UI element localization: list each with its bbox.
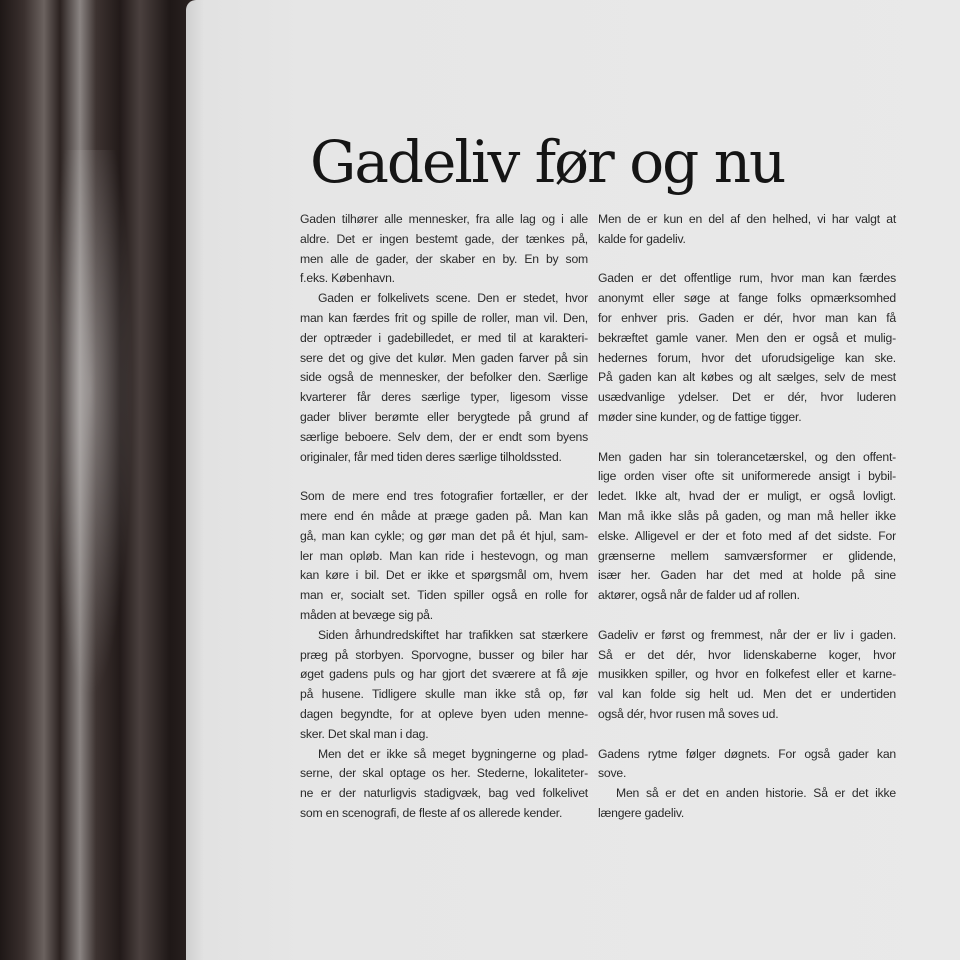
text-line: kvarterer får deres særlige typer, ligesom visse <box>300 390 588 405</box>
text-line: aktører, også når de falder ud af rollen. <box>598 588 800 603</box>
text-line: Som de mere end tres fotografier fortæller, er der <box>300 489 588 504</box>
book-spine-cover <box>0 0 200 960</box>
paragraph-spacer <box>300 467 588 487</box>
paragraph <box>598 210 896 250</box>
text-line: musikken spiller, og hvor en folkefest eller et karne- <box>598 667 896 682</box>
text-line: usædvanlige ydelser. Det er dér, hvor luderen <box>598 390 896 405</box>
text-line: sove. <box>598 766 627 781</box>
text-line: Man må ikke slås på gaden, og man må heller ikke <box>598 508 896 523</box>
text-line: ler man opløb. Man kan ride i hestevogn, og man <box>300 548 588 563</box>
text-line: gå, man kan cykle; og gør man det på ét hjul, sam- <box>300 528 588 543</box>
paragraph <box>598 626 896 725</box>
page-title: Gadeliv før og nu <box>310 128 785 196</box>
paragraph-spacer <box>598 428 896 448</box>
text-line: måden at bevæge sig på. <box>300 607 433 622</box>
text-line: Men gaden har sin tolerancetærskel, og den offent- <box>598 449 896 464</box>
text-line: men alle de gader, der skaber en by. En by som <box>300 251 588 266</box>
text-line: også dér, hvor rusen må soves ud. <box>598 706 779 721</box>
text-line: øget gadens puls og har gjort det sværere at få øje <box>300 667 588 682</box>
paragraph <box>300 745 588 824</box>
paragraph <box>300 289 588 467</box>
text-line: man er, socialt set. Tiden spiller også en rolle for <box>300 588 588 603</box>
text-line: møder sine kunder, og de fattige tigger. <box>598 409 802 424</box>
paragraph-spacer <box>598 250 896 270</box>
text-line: Men det er ikke så meget bygningerne og plad- <box>318 746 588 761</box>
text-line: Men så er det en anden historie. Så er det ikke <box>616 786 896 801</box>
text-line: Gaden tilhører alle mennesker, fra alle lag og i alle <box>300 212 588 226</box>
text-line: Så er det dér, hvor lidenskaberne koger, hvor <box>598 647 896 662</box>
text-line: sker. Det skal man i dag. <box>300 726 429 741</box>
text-line: gader bliver berømte eller berygtede på grund af <box>300 409 588 424</box>
text-line: for enhver pris. Gaden er dér, hvor man kan få <box>598 310 896 325</box>
text-line: anonymt eller søge at fange folks opmærksomhed <box>598 291 896 306</box>
paragraph <box>300 210 588 289</box>
text-line: Gaden er det offentlige rum, hvor man kan færdes <box>598 271 896 286</box>
text-line: bekræftet gamle vaner. Men den er også et mulig- <box>598 330 896 345</box>
paragraph <box>300 487 588 626</box>
paragraph-spacer <box>598 606 896 626</box>
paragraph-spacer <box>598 725 896 745</box>
text-line: Gadens rytme følger døgnets. For også gader kan <box>598 746 896 761</box>
text-line: serne, der skal optage os her. Stederne, lokaliteter- <box>300 766 588 781</box>
text-line: kan køre i bil. Det er ikke et spørgsmål om, hvem <box>300 568 588 583</box>
text-line: Men de er kun en del af den helhed, vi har valgt at <box>598 212 896 226</box>
text-line: side også de mennesker, der befolker den. Særlige <box>300 370 588 385</box>
text-column-left <box>300 210 588 824</box>
text-line: hedernes forum, hvor det uforudsigelige kan ske. <box>598 350 896 365</box>
paragraph <box>598 784 896 824</box>
text-line: kalde for gadeliv. <box>598 231 686 246</box>
text-line: f.eks. København. <box>300 271 395 286</box>
paragraph <box>300 626 588 745</box>
text-line: elske. Alligevel er der et foto med af det sidste. For <box>598 528 896 543</box>
book-page <box>186 0 960 960</box>
text-line: dagen begyndte, for at opleve byen uden menne- <box>300 706 588 721</box>
text-line: mere end én måde at præge gaden på. Man kan <box>300 508 588 523</box>
text-line: særlige beboere. Selv dem, der er endt som byens <box>300 429 588 444</box>
text-line: man kan færdes frit og spille de roller, man vil. Den, <box>300 310 588 325</box>
text-line: Gaden er folkelivets scene. Den er stedet, hvor <box>318 291 588 306</box>
text-line: originaler, får med tiden deres særlige tilholdssted. <box>300 449 562 464</box>
paragraph <box>598 269 896 427</box>
text-line: sere det og give det kulør. Men gaden farver på sin <box>300 350 588 365</box>
text-line: Siden århundredskiftet har trafikken sat stærkere <box>318 627 588 642</box>
text-column-right <box>598 210 896 824</box>
text-line: især her. Gaden har det med at holde på sine <box>598 568 896 583</box>
text-line: Gadeliv er først og fremmest, når der er liv i gaden. <box>598 627 896 642</box>
paragraph <box>598 745 896 785</box>
text-line: lige orden viser ofte sit uniformerede ansigt i bybil- <box>598 469 896 484</box>
text-line: ne er der naturligvis stadigvæk, bag ved folkelivet <box>300 786 588 801</box>
text-line: På gaden kan alt købes og alt sælges, selv de mest <box>598 370 896 385</box>
text-line: som en scenografi, de fleste af os allerede kender. <box>300 805 563 820</box>
text-line: der optræder i gadebilledet, er med til at karakteri- <box>300 330 588 345</box>
text-line: ledet. Ikke alt, hvad der er muligt, er også lovligt. <box>598 489 896 504</box>
text-line: grænserne mellem samværsformer er glidende, <box>598 548 896 563</box>
text-line: længere gadeliv. <box>598 805 685 820</box>
text-line: aldre. Det er ingen bestemt gade, der tænkes på, <box>300 231 588 246</box>
text-line: val kan folde sig helt ud. Men det er undertiden <box>598 687 896 702</box>
paragraph <box>598 448 896 606</box>
text-line: på husene. Tidligere skulle man ikke stå op, før <box>300 687 588 702</box>
text-line: præg på storbyen. Sporvogne, busser og biler har <box>300 647 588 662</box>
